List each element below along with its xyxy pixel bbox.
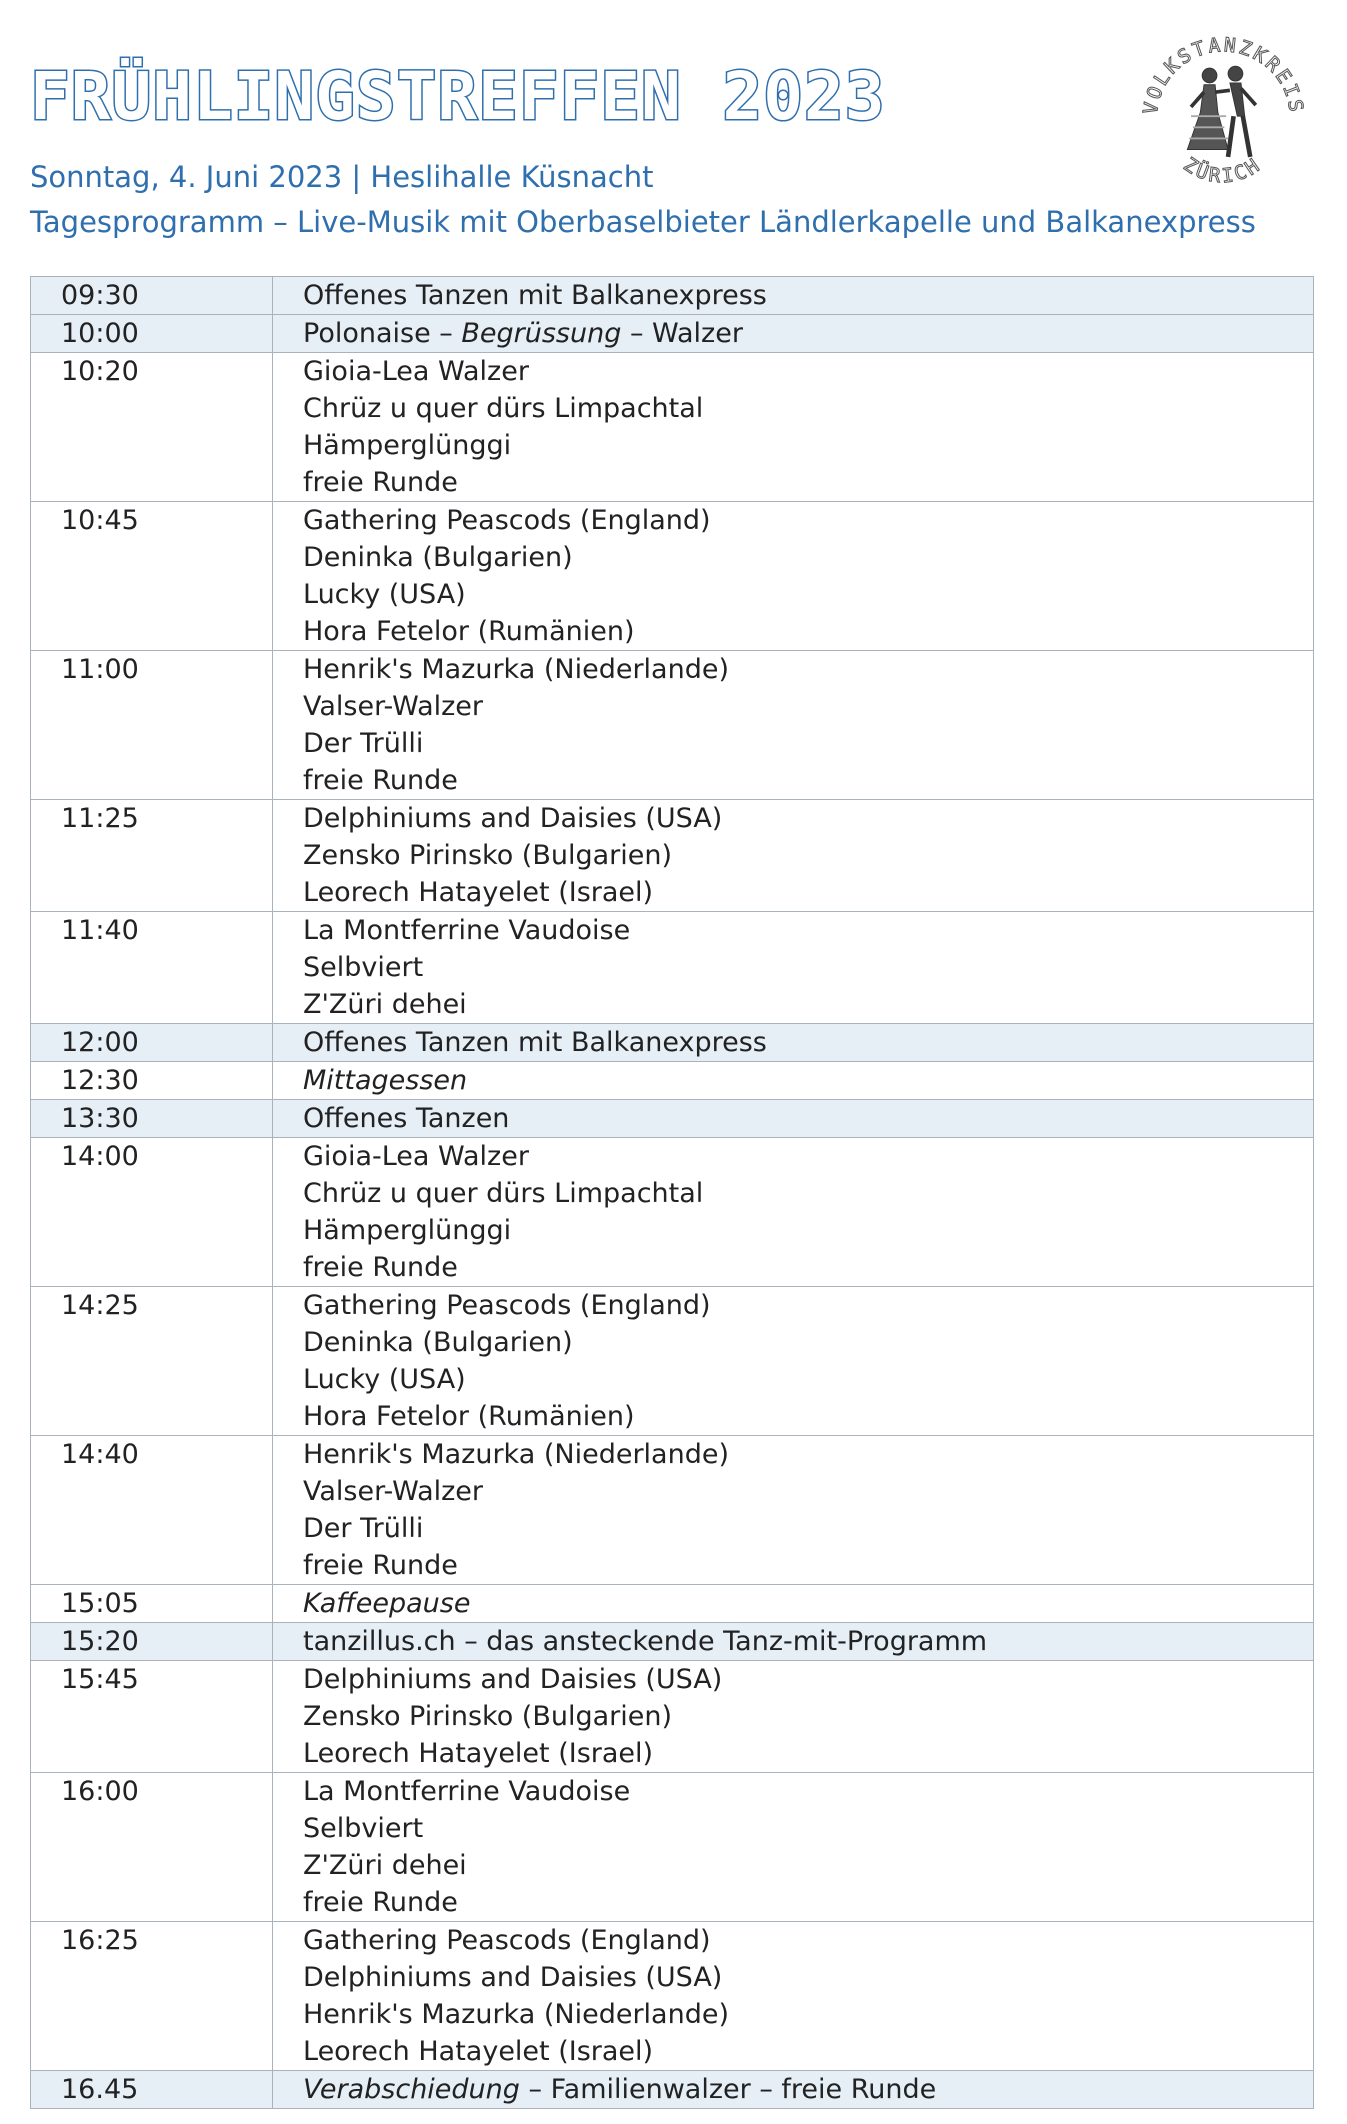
program-item-text: Chrüz u quer dürs Limpachtal (303, 1178, 704, 1209)
program-item-text: La Montferrine Vaudoise (303, 1776, 631, 1807)
program-item-emphasis: Verabschiedung (303, 2074, 520, 2105)
program-item (303, 688, 1313, 725)
program-item (303, 1773, 1313, 1810)
program-item-text: Offenes Tanzen mit Balkanexpress (303, 1027, 767, 1058)
program-item-text: freie Runde (303, 1252, 458, 1283)
schedule-program (273, 1287, 1314, 1436)
program-item (303, 1361, 1313, 1398)
program-item-emphasis: Kaffeepause (303, 1588, 471, 1619)
program-item-text: Deninka (Bulgarien) (303, 542, 573, 573)
program-item-text: Lucky (USA) (303, 1364, 466, 1395)
program-item-text: Der Trülli (303, 1513, 424, 1544)
program-item (303, 427, 1313, 464)
program-item (303, 1473, 1313, 1510)
program-item (303, 762, 1313, 799)
schedule-program (273, 1585, 1314, 1623)
schedule-program (273, 502, 1314, 651)
schedule-time: 16:25 (31, 1922, 273, 2071)
schedule-row (31, 1623, 1314, 1661)
program-item (303, 1810, 1313, 1847)
program-item (303, 277, 1313, 314)
program-item (303, 353, 1313, 390)
program-item-emphasis: Mittagessen (303, 1065, 468, 1096)
program-item (303, 1735, 1313, 1772)
program-item (303, 874, 1313, 911)
program-item-text: Zensko Pirinsko (Bulgarien) (303, 840, 673, 871)
program-item (303, 1100, 1313, 1137)
program-item-text: Henrik's Mazurka (Niederlande) (303, 654, 729, 685)
schedule-row (31, 277, 1314, 315)
program-item-emphasis: Begrüssung (461, 318, 622, 349)
program-item-text: Deninka (Bulgarien) (303, 1327, 573, 1358)
program-item-text: Delphiniums and Daisies (USA) (303, 803, 723, 834)
program-item (303, 837, 1313, 874)
schedule-time: 16:00 (31, 1773, 273, 1922)
program-subtitle: Tagesprogramm – Live-Musik mit Oberbaselbieter Ländlerkapelle und Balkanexpress (30, 205, 1256, 239)
program-item (303, 1510, 1313, 1547)
schedule-row (31, 1922, 1314, 2071)
schedule-program (273, 315, 1314, 353)
program-item (303, 613, 1313, 650)
program-item (303, 1436, 1313, 1473)
schedule-program (273, 1138, 1314, 1287)
schedule-time: 10:45 (31, 502, 273, 651)
schedule-time: 12:00 (31, 1024, 273, 1062)
schedule-time: 14:25 (31, 1287, 273, 1436)
program-item-text: Henrik's Mazurka (Niederlande) (303, 1439, 729, 1470)
program-item-text: Henrik's Mazurka (Niederlande) (303, 1999, 729, 2030)
program-item (303, 1922, 1313, 1959)
schedule-program (273, 277, 1314, 315)
schedule-row (31, 1773, 1314, 1922)
club-logo (1130, 20, 1315, 205)
schedule-time: 16.45 (31, 2071, 273, 2109)
schedule-row (31, 1287, 1314, 1436)
program-item-text: Hora Fetelor (Rumänien) (303, 616, 635, 647)
program-item-text: freie Runde (303, 765, 458, 796)
program-item-text: Selbviert (303, 1813, 424, 1844)
program-item (303, 2033, 1313, 2070)
schedule-time: 09:30 (31, 277, 273, 315)
program-item-text: Z'Züri dehei (303, 1850, 467, 1881)
program-item (303, 1996, 1313, 2033)
schedule-time: 11:25 (31, 800, 273, 912)
schedule-program (273, 1922, 1314, 2071)
program-item-text: Gioia-Lea Walzer (303, 1141, 529, 1172)
program-item (303, 464, 1313, 501)
schedule-time: 11:00 (31, 651, 273, 800)
program-item-text: Zensko Pirinsko (Bulgarien) (303, 1701, 673, 1732)
program-item (303, 1959, 1313, 1996)
program-item (303, 2071, 1313, 2108)
program-item (303, 949, 1313, 986)
program-item-text: Offenes Tanzen mit Balkanexpress (303, 280, 767, 311)
svg-text:VOLKSTANZKREIS (1139, 33, 1308, 116)
program-item (303, 1884, 1313, 1921)
program-item-text: Offenes Tanzen (303, 1103, 510, 1134)
program-item-text: freie Runde (303, 1887, 458, 1918)
schedule-program (273, 353, 1314, 502)
program-item-text: Hämperglünggi (303, 1215, 512, 1246)
program-item (303, 1175, 1313, 1212)
schedule-row (31, 1138, 1314, 1287)
schedule-row (31, 912, 1314, 1024)
event-date-location: Sonntag, 4. Juni 2023 | Heslihalle Küsnacht (30, 160, 654, 194)
program-item-text: – Walzer (621, 318, 743, 349)
schedule-time: 14:00 (31, 1138, 273, 1287)
program-item (303, 1138, 1313, 1175)
program-item-text: Hämperglünggi (303, 430, 512, 461)
schedule-program (273, 1436, 1314, 1585)
program-item-text: Gathering Peascods (England) (303, 1290, 711, 1321)
schedule-row (31, 315, 1314, 353)
schedule-time: 15:05 (31, 1585, 273, 1623)
schedule-time: 13:30 (31, 1100, 273, 1138)
program-item-text: Lucky (USA) (303, 579, 466, 610)
program-item (303, 576, 1313, 613)
schedule-time: 14:40 (31, 1436, 273, 1585)
program-item-text: Gathering Peascods (England) (303, 1925, 711, 1956)
program-item-text: Delphiniums and Daisies (USA) (303, 1664, 723, 1695)
program-item (303, 651, 1313, 688)
program-item-text: Polonaise – (303, 318, 462, 349)
program-item (303, 1585, 1313, 1622)
schedule-program (273, 1100, 1314, 1138)
program-item-text: freie Runde (303, 467, 458, 498)
program-item (303, 390, 1313, 427)
schedule-table (30, 276, 1314, 2109)
schedule-row (31, 1024, 1314, 1062)
schedule-time: 11:40 (31, 912, 273, 1024)
program-item-text: Leorech Hatayelet (Israel) (303, 1738, 654, 1769)
schedule-row (31, 651, 1314, 800)
program-item (303, 1398, 1313, 1435)
program-item-text: Gioia-Lea Walzer (303, 356, 529, 387)
program-item-text: Chrüz u quer dürs Limpachtal (303, 393, 704, 424)
program-item-text: Z'Züri dehei (303, 989, 467, 1020)
program-item (303, 1287, 1313, 1324)
program-item (303, 800, 1313, 837)
schedule-program (273, 1623, 1314, 1661)
schedule-row (31, 1100, 1314, 1138)
schedule-time: 10:20 (31, 353, 273, 502)
program-item (303, 1024, 1313, 1061)
page-title: FRÜHLINGSTREFFEN 2023 (30, 58, 886, 135)
logo-top-text: VOLKSTANZKREIS (1138, 33, 1309, 116)
program-item (303, 1062, 1313, 1099)
program-item (303, 502, 1313, 539)
program-item (303, 986, 1313, 1023)
program-item-text: Hora Fetelor (Rumänien) (303, 1401, 635, 1432)
schedule-row (31, 800, 1314, 912)
program-item (303, 1212, 1313, 1249)
schedule-program (273, 2071, 1314, 2109)
schedule-program (273, 1024, 1314, 1062)
program-item-text: Selbviert (303, 952, 424, 983)
program-item-text: Delphiniums and Daisies (USA) (303, 1962, 723, 1993)
schedule-row (31, 1661, 1314, 1773)
program-item (303, 1547, 1313, 1584)
schedule-row (31, 1436, 1314, 1585)
program-item-text: Valser-Walzer (303, 691, 484, 722)
schedule-program (273, 1773, 1314, 1922)
schedule-row (31, 1062, 1314, 1100)
program-item (303, 1661, 1313, 1698)
schedule-row (31, 1585, 1314, 1623)
program-item (303, 912, 1313, 949)
program-item-text: – Familienwalzer – freie Runde (519, 2074, 937, 2105)
schedule-program (273, 1062, 1314, 1100)
program-item-text: Gathering Peascods (England) (303, 505, 711, 536)
program-item-text: freie Runde (303, 1550, 458, 1581)
dancing-couple-icon (1187, 66, 1255, 157)
program-item-text: tanzillus.ch – das ansteckende Tanz-mit-Programm (303, 1626, 988, 1657)
program-item-text: Leorech Hatayelet (Israel) (303, 877, 654, 908)
schedule-time: 10:00 (31, 315, 273, 353)
schedule-time: 12:30 (31, 1062, 273, 1100)
logo-bottom-text: ZÜRICH (1179, 152, 1266, 188)
program-item (303, 539, 1313, 576)
program-item (303, 1847, 1313, 1884)
schedule-program (273, 800, 1314, 912)
schedule-row (31, 2071, 1314, 2109)
schedule-time: 15:45 (31, 1661, 273, 1773)
schedule-time: 15:20 (31, 1623, 273, 1661)
schedule-row (31, 353, 1314, 502)
schedule-program (273, 651, 1314, 800)
program-item (303, 1324, 1313, 1361)
svg-text:ZÜRICH (1179, 153, 1265, 188)
program-item-text: Valser-Walzer (303, 1476, 484, 1507)
program-item-text: Leorech Hatayelet (Israel) (303, 2036, 654, 2067)
schedule-row (31, 502, 1314, 651)
schedule-program (273, 912, 1314, 1024)
program-item (303, 1249, 1313, 1286)
program-item (303, 1698, 1313, 1735)
program-item-text: Der Trülli (303, 728, 424, 759)
program-item (303, 725, 1313, 762)
schedule-program (273, 1661, 1314, 1773)
program-item-text: La Montferrine Vaudoise (303, 915, 631, 946)
program-item (303, 315, 1313, 352)
program-item (303, 1623, 1313, 1660)
